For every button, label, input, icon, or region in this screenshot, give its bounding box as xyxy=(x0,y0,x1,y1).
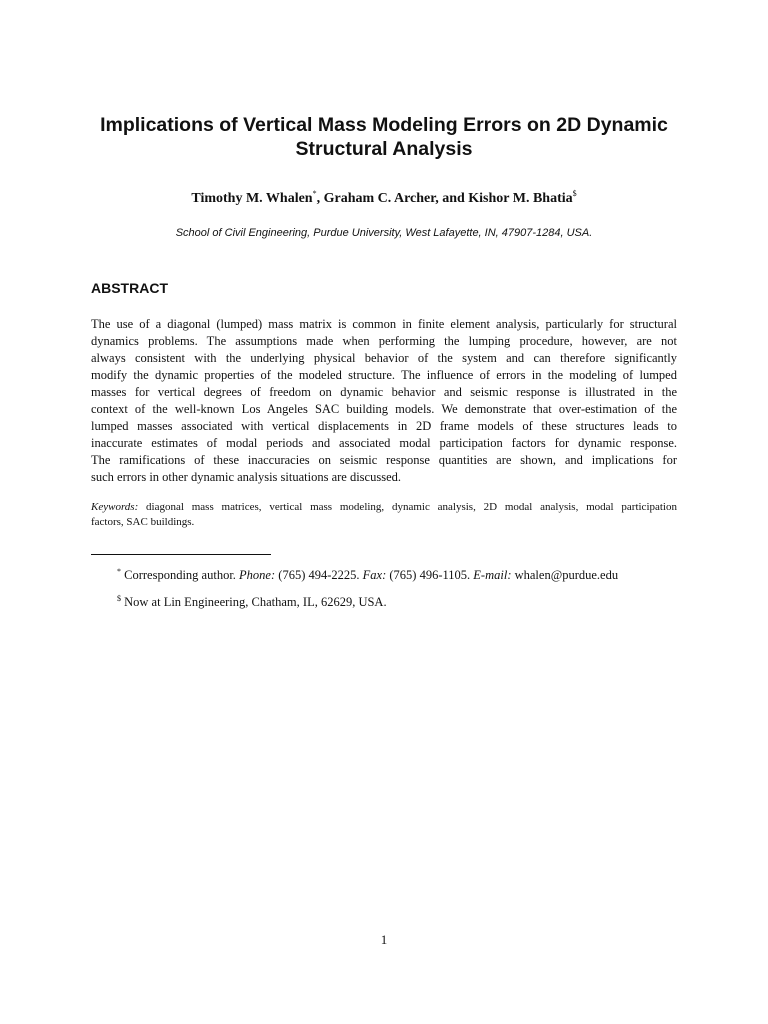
paper-title xyxy=(40,113,728,161)
affiliation: School of Civil Engineering, Purdue University, West Lafayette, IN, 47907-1284, USA. xyxy=(175,227,593,239)
abstract-line: modify the dynamic properties of the modeled structure. The influence of errors in the modeling of lumped xyxy=(91,368,677,382)
abstract-line: always consistent with the underlying physical behavior of the system and can therefore significantly xyxy=(91,351,677,365)
footnote-mark: $ xyxy=(117,594,121,603)
corresponding-author-mark: * xyxy=(312,189,317,198)
footnote-text: Now at Lin Engineering, Chatham, IL, 62629, USA. xyxy=(121,595,387,609)
keywords-text: diagonal mass matrices, vertical mass modeling, dynamic analysis, 2D modal analysis, modal participation xyxy=(138,501,677,513)
footnote-divider xyxy=(91,554,271,555)
email-address: whalen@purdue.edu xyxy=(511,568,619,582)
abstract-line: such errors in other dynamic analysis situations are discussed. xyxy=(91,470,401,484)
page-number: 1 xyxy=(380,932,388,947)
keywords xyxy=(91,500,677,530)
email-label: E-mail: xyxy=(473,568,512,582)
abstract-line: The ramifications of these inaccuracies on seismic response quantities are shown, and implications for xyxy=(91,453,677,467)
abstract-line: lumped masses associated with vertical displacements in 2D frame models of these structures leads to xyxy=(91,419,677,433)
abstract-line: inaccurate estimates of modal periods and associated modal participation factors for dynamic response. xyxy=(91,436,677,450)
author-list xyxy=(40,190,728,208)
abstract-line: dynamics problems. The assumptions made when performing the lumping procedure, however, are not xyxy=(91,334,677,348)
keywords-line: factors, SAC buildings. xyxy=(91,516,195,528)
abstract-line: The use of a diagonal (lumped) mass matrix is common in finite element analysis, particularly for structural xyxy=(91,317,677,331)
fax-number: (765) 496-1105. xyxy=(386,568,474,582)
footnote-corresponding-author xyxy=(117,567,618,583)
abstract-body xyxy=(91,316,677,486)
footnote-text: Corresponding author. xyxy=(121,568,240,582)
keywords-line xyxy=(91,500,677,515)
phone-number: (765) 494-2225. xyxy=(275,568,363,582)
keywords-label: Keywords: xyxy=(91,501,139,513)
phone-label: Phone: xyxy=(239,568,276,582)
abstract-line: context of the well-known Los Angeles SAC building models. We demonstrate that over-estimation of the xyxy=(91,402,677,416)
footnote-mark: * xyxy=(117,567,121,576)
affiliation-change-mark: $ xyxy=(572,189,577,198)
fax-label: Fax: xyxy=(362,568,387,582)
author-name: Timothy M. Whalen xyxy=(191,191,313,206)
footnote-current-address xyxy=(117,594,387,610)
abstract-line: masses for vertical degrees of freedom on dynamic behavior and seismic response is illustrated in the xyxy=(91,385,677,399)
co-author-names: , Graham C. Archer, and Kishor M. Bhatia xyxy=(316,191,573,206)
title-line-1: Implications of Vertical Mass Modeling Errors on 2D Dynamic xyxy=(100,114,668,136)
title-line-2: Structural Analysis xyxy=(295,138,473,160)
abstract-heading: ABSTRACT xyxy=(91,280,168,296)
